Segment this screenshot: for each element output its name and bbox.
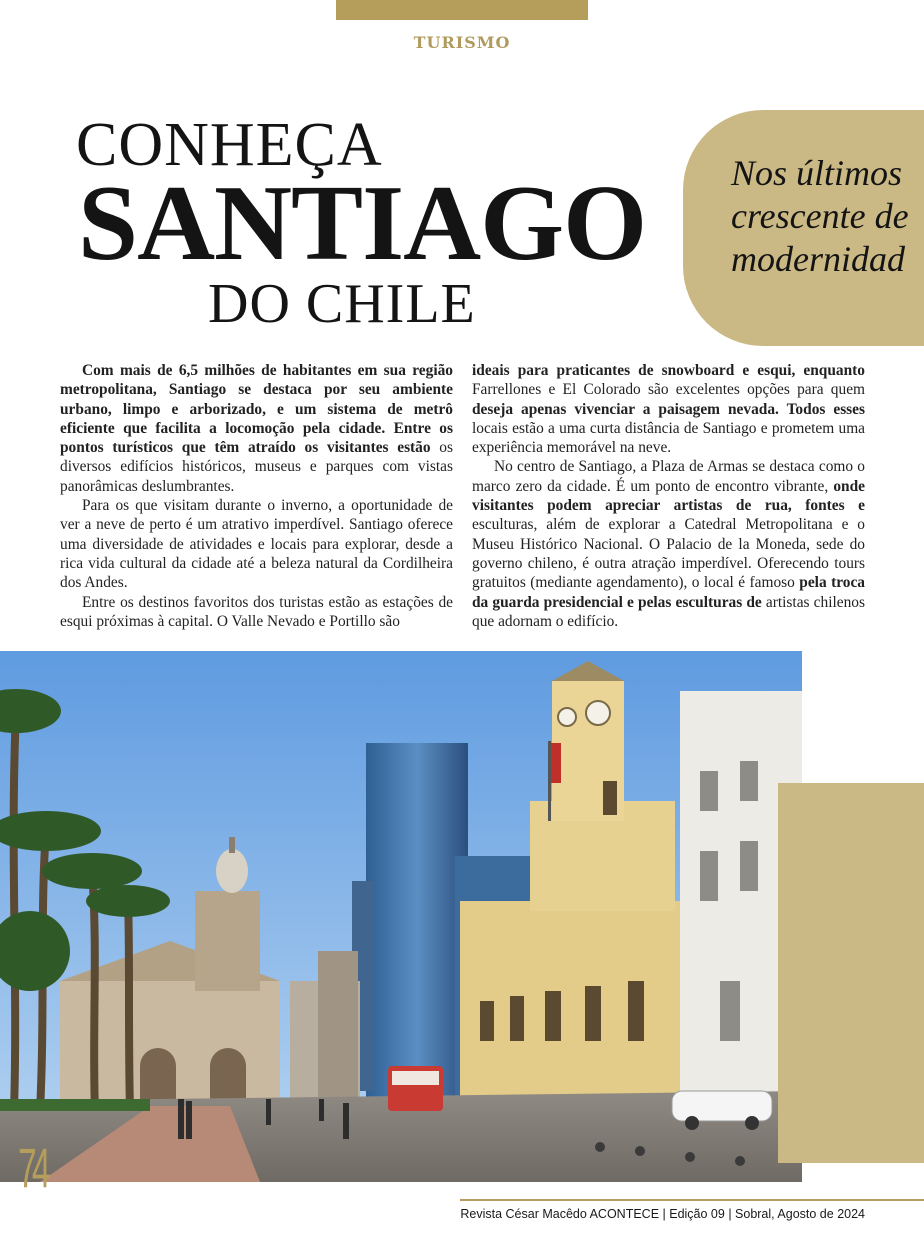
photo-illustration [0,651,802,1182]
title-line-3: DO CHILE [208,273,476,335]
gold-accent-block [778,783,924,1163]
title-line-1: CONHEÇA [76,111,383,179]
plaza-de-armas-photo [0,651,802,1182]
pull-quote-text: Nos últimos crescente de modernidad [731,153,909,280]
paragraph [60,361,453,496]
text: artistas chilenos que adornam o edifício. [472,593,865,630]
footer-publication: Revista César Macêdo ACONTECE | Edição 09 | Sobral, Agosto de 2024 [460,1207,865,1221]
bold-text: Com mais de 6,5 milhões de habitantes em sua região metropolitana, Santiago se destaca por seu ambiente urbano, limpo e arborizado, e um sistema de metrô eficiente que facilita a locomoção pela cidade. Entre os pontos turísticos que têm atraído os visitantes estão [60,362,453,457]
footer-rule [460,1199,924,1201]
paragraph: Entre os destinos favoritos dos turistas estão as estações de esqui próximas à capital. O Valle Nevado e Portillo são [60,593,453,630]
title-line-2: SANTIAGO [78,164,647,283]
pull-quote-box [683,110,924,346]
article-column-right [472,361,865,631]
bold-text: deseja apenas vivenciar a paisagem nevada. Todos esses [472,400,865,418]
bold-text: pela troca da guarda presidencial e pelas esculturas de [472,574,865,611]
bold-text: onde visitantes podem apreciar artistas de rua, fontes e [472,477,865,515]
text: No centro de Santiago, a Plaza de Armas se destaca como o marco zero da cidade. É um ponto de encontro vibrante, [472,458,865,495]
section-label: TURISMO [413,33,511,52]
text: os diversos edifícios históricos, museus e parques com vistas panorâmicas deslumbrantes. [60,439,453,495]
article-column-left [60,361,453,631]
text: locais estão a uma curta distância de Santiago e prometem uma experiência memorável na neve. [472,419,865,457]
text: esculturas, além de explorar a Catedral Metropolitana e o Museu Histórico Nacional. O Palacio de la Moneda, sede do governo chileno, é outra atração imperdível. Oferecendo tours gratuitos (mediante agendamento), o local é famoso [472,516,865,592]
paragraph [472,361,865,457]
header-accent-bar [336,0,588,20]
bold-text: ideais para praticantes de snowboard e esqui, enquanto [472,362,865,379]
text: Farrellones e El Colorado são excelentes opções para quem [472,381,865,399]
paragraph: Para os que visitam durante o inverno, a oportunidade de ver a neve de perto é um atrativo imperdível. Santiago oferece uma diversidade de atividades e locais para explorar, desde a rica vida cultural da cidade até a beleza natural da Cordilheira dos Andes. [60,497,453,592]
page-number: 74 [18,1136,46,1199]
paragraph [472,457,865,631]
